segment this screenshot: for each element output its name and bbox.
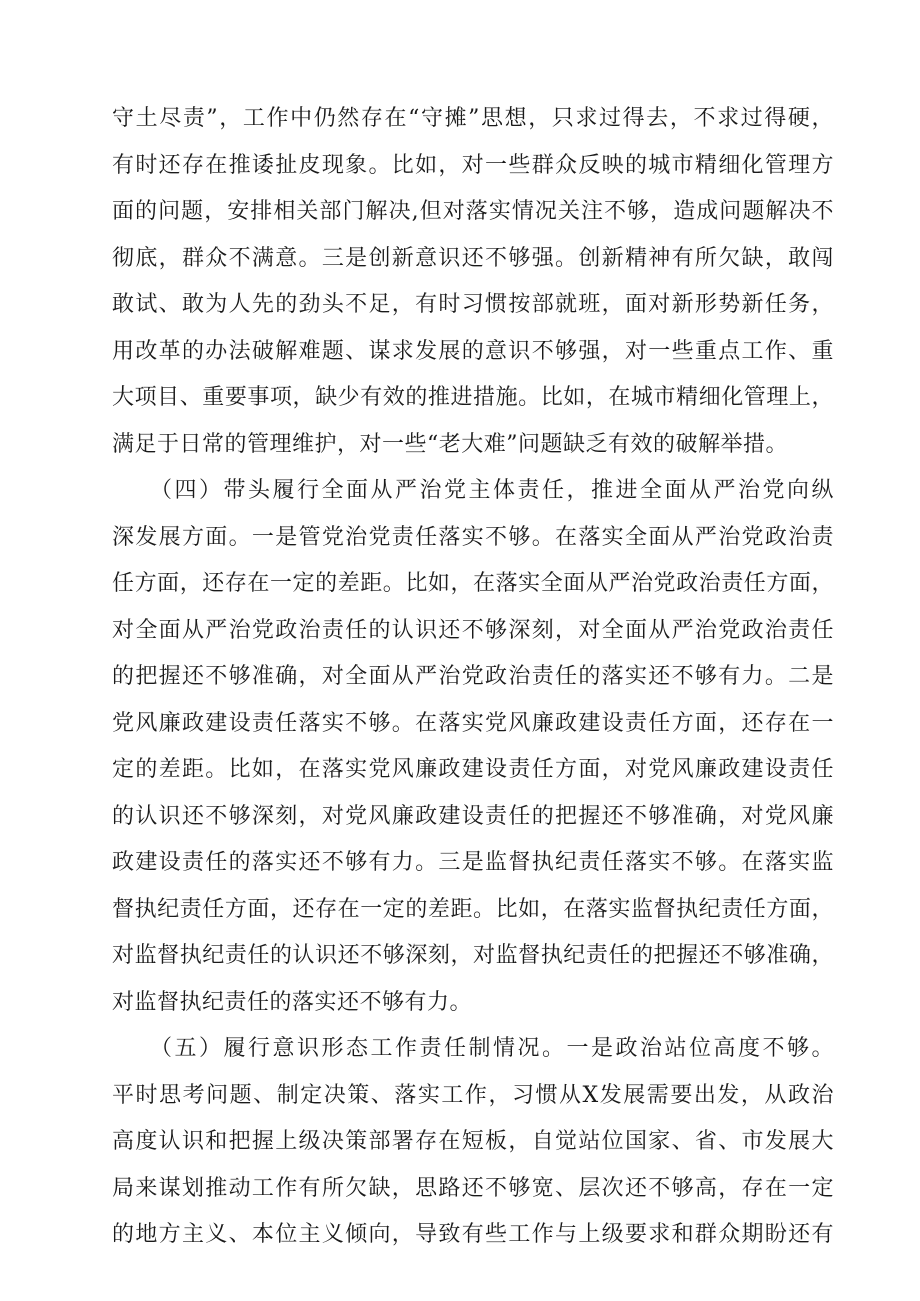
text-line: 局来谋划推动工作有所欠缺，思路还不够宽、层次还不够高，存在一定 bbox=[112, 1175, 834, 1201]
text-line: 的认识还不够深刻，对党风廉政建设责任的把握还不够准确，对党风廉 bbox=[112, 803, 834, 829]
text-line: 高度认识和把握上级决策部署存在短板，自觉站位国家、省、市发展大 bbox=[112, 1129, 834, 1154]
text-line: 对监督执纪责任的认识还不够深刻，对监督执纪责任的把握还不够准确， bbox=[112, 943, 834, 968]
text-line: 用改革的办法破解难题、谋求发展的意识不够强，对一些重点工作、重 bbox=[112, 338, 834, 364]
text-line: 政建设责任的落实还不够有力。三是监督执纪责任落实不够。在落实监 bbox=[112, 850, 834, 875]
text-line: 敢试、敢为人先的劲头不足，有时习惯按部就班，面对新形势新任务， bbox=[112, 292, 834, 317]
document-body bbox=[112, 96, 834, 1259]
text-line: 大项目、重要事项，缺少有效的推进措施。比如，在城市精细化管理上， bbox=[112, 385, 834, 410]
text-line: 对全面从严治党政治责任的认识还不够深刻，对全面从严治党政治责任 bbox=[112, 617, 834, 643]
text-line: 定的差距。比如，在落实党风廉政建设责任方面，对党风廉政建设责任 bbox=[112, 757, 834, 782]
text-line: 满足于日常的管理维护，对一些“老大难”问题缺乏有效的破解举措。 bbox=[112, 431, 788, 457]
text-line: 深发展方面。一是管党治党责任落实不够。在落实全面从严治党政治责 bbox=[112, 524, 834, 550]
text-line: 有时还存在推诿扯皮现象。比如，对一些群众反映的城市精细化管理方 bbox=[112, 152, 834, 178]
text-line: 的地方主义、本位主义倾向，导致有些工作与上级要求和群众期盼还有 bbox=[112, 1222, 834, 1247]
text-line: 平时思考问题、制定决策、落实工作，习惯从X发展需要出发，从政治 bbox=[112, 1082, 834, 1108]
section-heading-line: （四）带头履行全面从严治党主体责任，推进全面从严治党向纵 bbox=[112, 478, 834, 503]
text-line: 守土尽责”，工作中仍然存在“守摊”思想，只求过得去，不求过得硬， bbox=[112, 106, 834, 131]
text-line: 任方面，还存在一定的差距。比如，在落实全面从严治党政治责任方面， bbox=[112, 571, 834, 596]
text-line: 面的问题，安排相关部门解决,但对落实情况关注不够，造成问题解决不 bbox=[112, 199, 834, 224]
text-line: 的把握还不够准确，对全面从严治党政治责任的落实还不够有力。二是 bbox=[112, 664, 834, 689]
section-heading-line: （五）履行意识形态工作责任制情况。一是政治站位高度不够。 bbox=[112, 1036, 834, 1061]
text-line: 彻底，群众不满意。三是创新意识还不够强。创新精神有所欠缺，敢闯 bbox=[112, 245, 834, 271]
text-line: 党风廉政建设责任落实不够。在落实党风廉政建设责任方面，还存在一 bbox=[112, 710, 834, 736]
text-line: 督执纪责任方面，还存在一定的差距。比如，在落实监督执纪责任方面， bbox=[112, 896, 834, 922]
text-line: 对监督执纪责任的落实还不够有力。 bbox=[112, 989, 473, 1015]
